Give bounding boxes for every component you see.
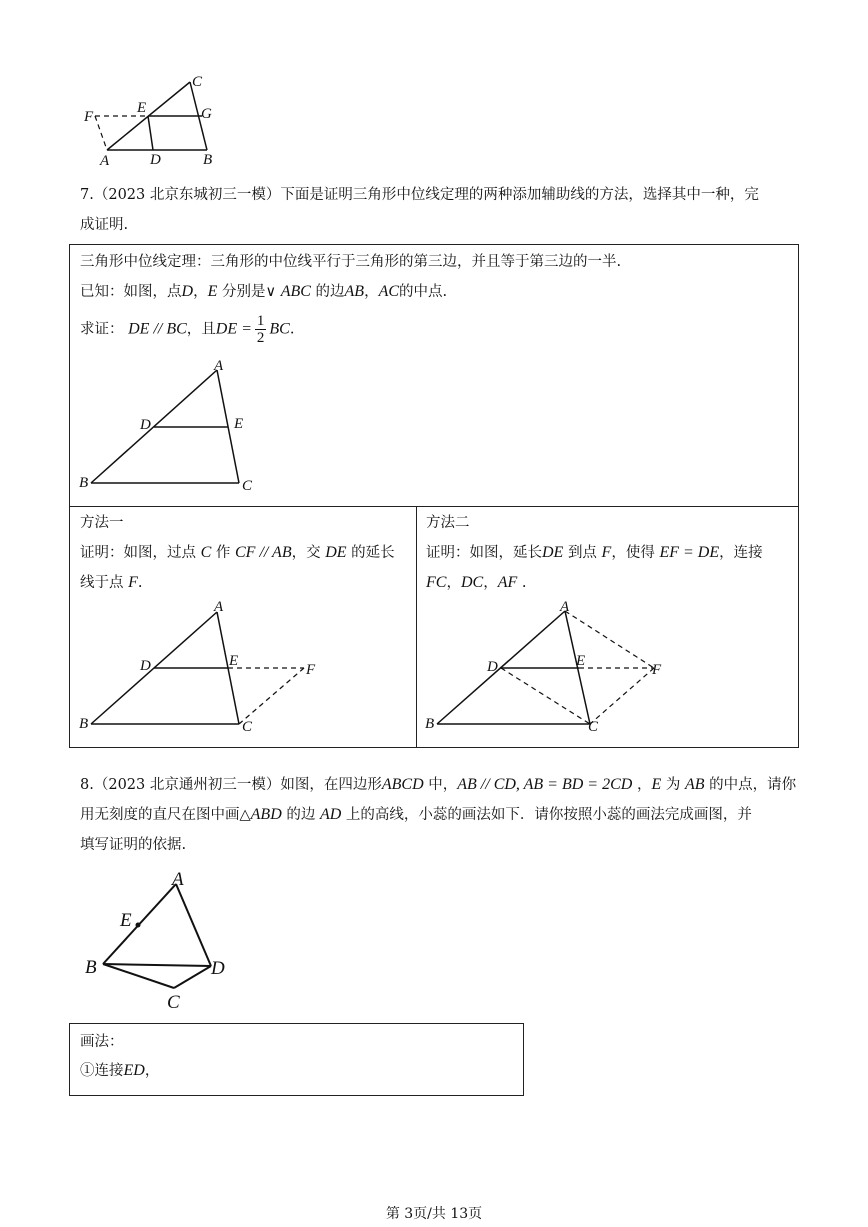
- main-label-B: B: [79, 475, 89, 491]
- q7-text2: 成证明.: [80, 217, 129, 233]
- q8-label-D: D: [211, 958, 225, 979]
- main-label-C: C: [242, 478, 253, 494]
- q8-t2c: 的边: [286, 807, 316, 823]
- m1-label-F: F: [306, 662, 316, 678]
- method2-line2: [426, 573, 526, 593]
- m1-label-D: D: [140, 658, 151, 674]
- prove-mid: ，且: [186, 321, 216, 338]
- m1-DE: DE: [325, 544, 347, 561]
- q7-box-divider-v: [416, 506, 417, 748]
- point-E: [136, 923, 141, 928]
- q7-theorem: [80, 252, 621, 272]
- label-B: B: [203, 152, 213, 168]
- q8-t1b: ABCD: [381, 776, 424, 793]
- m2-label-B: B: [425, 716, 435, 732]
- known-AB: AB: [344, 283, 365, 300]
- frac-num: 1: [256, 313, 265, 329]
- label-D: D: [150, 152, 161, 168]
- known-prefix: 已知：如图，点: [80, 284, 182, 300]
- known-E: E: [207, 283, 218, 300]
- prove-end: .: [289, 321, 295, 338]
- q8-t1h: AB: [684, 776, 705, 793]
- prove-expr2: DE =: [215, 320, 252, 338]
- label-A: A: [100, 153, 110, 169]
- m1-label-E: E: [229, 653, 239, 669]
- q7-prove: [80, 313, 294, 346]
- q8-t1d: AB // CD, AB = BD = 2CD: [457, 776, 633, 793]
- main-label-D: D: [140, 417, 151, 433]
- m1-label-C: C: [242, 719, 253, 735]
- q8-method-title: [80, 1032, 124, 1052]
- q7-box-divider-h: [69, 506, 799, 507]
- m1-l2-prefix: 线于点: [80, 575, 124, 591]
- method1-title-text: 方法一: [80, 515, 124, 531]
- method1-title: [80, 513, 124, 533]
- q8-method-box: [69, 1023, 524, 1096]
- method2-figure: [420, 598, 680, 743]
- method2-title-text: 方法二: [426, 515, 470, 531]
- m2-label-E: E: [576, 653, 586, 669]
- method1-figure: [74, 598, 334, 743]
- m2-mid2: ，使得: [611, 545, 655, 561]
- q8-line1: [80, 775, 796, 795]
- m2-prefix: 证明：如图，延长: [426, 545, 542, 561]
- m1-prefix: 证明：如图，过点: [80, 545, 196, 561]
- q8-t1g: 为: [665, 777, 681, 793]
- q8-label-A: A: [172, 869, 184, 890]
- known-AC: AC: [378, 283, 400, 300]
- known-ABC: ABC: [280, 283, 311, 300]
- q8-line3: [80, 835, 186, 855]
- m2-F: F: [601, 544, 612, 561]
- m1-mid: 作: [215, 545, 231, 561]
- m2-label-C: C: [588, 719, 599, 735]
- q8-t1a: 如图，在四边形: [280, 777, 382, 793]
- step1-ED: ED: [123, 1062, 145, 1079]
- q8-t1f: E: [651, 776, 662, 793]
- q7-theorem-text: 三角形中位线定理：三角形的中位线平行于三角形的第三边，并且等于第三边的一半.: [80, 254, 622, 270]
- q8-label-E: E: [120, 910, 132, 931]
- method2-line1: [426, 543, 763, 563]
- q8-t2a: 用无刻度的直尺在图中画△: [80, 807, 251, 823]
- q7-line1: [80, 185, 759, 205]
- m2-FC: FC: [426, 574, 447, 591]
- q8-t1c: 中，: [428, 777, 458, 793]
- main-label-E: E: [234, 416, 244, 432]
- top-figure: [80, 72, 230, 172]
- q7-line2: [80, 215, 128, 235]
- m2-mid: 到点: [567, 545, 597, 561]
- known-mid2: 的边: [315, 284, 345, 300]
- q8-number: 8.: [80, 777, 94, 793]
- m2-l2-end: .: [521, 575, 527, 591]
- m2-sep2: ，: [483, 575, 498, 591]
- method2-title: [426, 513, 470, 533]
- known-D: D: [181, 283, 194, 300]
- m1-mid2: ，交: [291, 545, 321, 561]
- known-sep2: ，: [364, 284, 379, 300]
- m2-end: ，连接: [719, 545, 763, 561]
- m2-label-A: A: [560, 599, 570, 615]
- fraction-half: [255, 313, 267, 346]
- q8-t2b: ABD: [250, 806, 282, 823]
- frac-den: 2: [256, 330, 265, 346]
- q7-text1: 下面是证明三角形中位线定理的两种添加辅助线的方法，选择其中一种，完: [280, 187, 759, 203]
- q8-method-title-text: 画法：: [80, 1034, 124, 1050]
- q7-number: 7.: [80, 187, 94, 203]
- label-C: C: [192, 74, 203, 90]
- q8-t1e: ，: [636, 777, 652, 793]
- q7-source: （2023 北京东城初三一模）: [93, 187, 281, 203]
- m2-label-D: D: [487, 659, 498, 675]
- m2-DE: DE: [542, 544, 564, 561]
- m1-label-B: B: [79, 716, 89, 732]
- known-end: 的中点.: [399, 284, 448, 300]
- m1-label-A: A: [214, 599, 224, 615]
- prove-expr3: BC: [269, 320, 290, 338]
- m2-sep1: ，: [446, 575, 461, 591]
- q7-main-figure: [74, 358, 274, 498]
- q8-step1: [80, 1061, 159, 1081]
- q8-label-B: B: [85, 957, 97, 978]
- q8-source: （2023 北京通州初三一模）: [93, 777, 281, 793]
- m2-label-F: F: [652, 662, 662, 678]
- label-E: E: [137, 100, 147, 116]
- m1-C: C: [200, 544, 212, 561]
- prove-expr1: DE // BC: [128, 320, 187, 338]
- q8-t1i: 的中点，请你: [709, 777, 797, 793]
- q7-known: [80, 282, 447, 302]
- m1-expr: CF // AB: [235, 544, 292, 561]
- label-G: G: [201, 106, 212, 122]
- known-sep: ，: [193, 284, 208, 300]
- m2-AF: AF: [497, 574, 518, 591]
- m2-DC: DC: [460, 574, 484, 591]
- label-F: F: [84, 109, 94, 125]
- page-footer: 第 3页/共 13页: [385, 1206, 483, 1222]
- prove-prefix: 求证：: [80, 321, 124, 338]
- known-mid: 分别是∨: [221, 284, 277, 300]
- step1-prefix: ①连接: [80, 1063, 124, 1079]
- m1-F: F: [128, 574, 138, 591]
- method1-line1: [80, 543, 395, 563]
- step1-end: ，: [144, 1063, 160, 1079]
- main-label-A: A: [214, 358, 224, 374]
- q8-t2d: AD: [319, 806, 342, 823]
- q8-t3: 填写证明的依据.: [80, 837, 187, 853]
- m2-expr: EF = DE: [659, 544, 720, 561]
- m1-l2-end: .: [137, 575, 143, 591]
- q8-label-C: C: [167, 992, 180, 1013]
- m1-end: 的延长: [351, 545, 395, 561]
- q8-t2e: 上的高线，小蕊的画法如下．请你按照小蕊的画法完成画图，并: [345, 807, 752, 823]
- q8-figure: [80, 868, 250, 1013]
- method1-line2: [80, 573, 143, 593]
- q8-line2: [80, 805, 752, 825]
